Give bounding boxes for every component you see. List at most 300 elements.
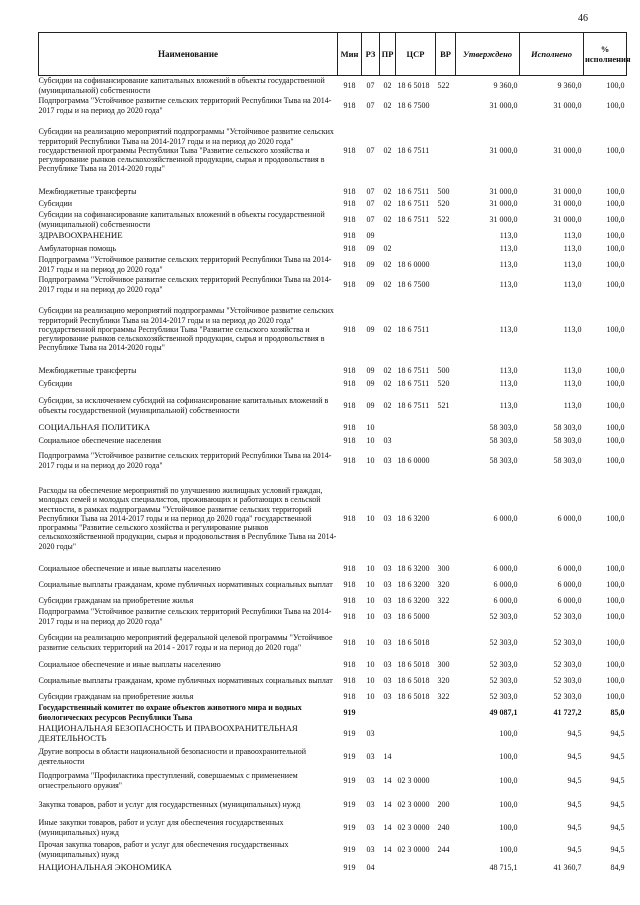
row-min: 918 [343,675,356,685]
row-percent: 100,0 [606,186,625,196]
row-executed: 113,0 [563,378,582,388]
row-executed: 113,0 [563,243,582,253]
row-approved: 100,0 [499,775,518,785]
row-name: Государственный комитет по охране объектов животного мира и водных биологических ресурсов Республики Тыва [38,703,302,722]
row-rz: 10 [366,611,375,621]
row-vr: 521 [437,400,450,410]
table-row [39,116,627,186]
row-name: Прочая закупка товаров, работ и услуг для обеспечения государственных (муниципальных) нужд [38,840,289,859]
row-vr [436,275,456,295]
row-percent: 100,0 [606,145,625,155]
row-vr [436,475,456,563]
row-vr: 522 [437,214,450,224]
row-pr: 02 [383,81,392,91]
row-csr: 18 6 3200 [397,513,430,523]
row-rz: 09 [366,400,375,410]
row-name: Субсидии [38,198,73,208]
table-row [39,671,627,691]
row-name: Другие вопросы в области национальной безопасности и правоохранительной деятельности [38,747,307,766]
row-rz: 10 [366,579,375,589]
row-rz: 03 [366,728,375,738]
row-rz: 03 [366,822,375,832]
row-percent: 100,0 [606,365,625,375]
table-row [39,421,627,435]
row-percent: 100,0 [606,400,625,410]
row-name: ЗДРАВООХРАНЕНИЕ [38,230,123,241]
table-row [39,391,627,421]
row-name: Подпрограмма "Профилактика преступлений, совершаемых с применением огнестрельного оружия" [38,771,298,790]
row-pr: 14 [383,751,392,761]
row-min: 918 [343,198,356,208]
row-min: 918 [343,691,356,701]
row-pr: 02 [383,100,392,110]
table-row [39,243,627,255]
row-rz: 10 [366,435,375,445]
row-csr [396,435,436,447]
row-csr: 02 3 0000 [397,775,430,785]
row-min: 919 [343,799,356,809]
row-approved: 6 000,0 [493,595,518,605]
row-percent: 100,0 [606,611,625,621]
row-executed: 6 000,0 [557,563,582,573]
row-min: 918 [343,579,356,589]
row-executed: 31 000,0 [553,145,582,155]
row-min: 918 [343,637,356,647]
row-vr: 300 [437,659,450,669]
row-executed: 41 727,2 [553,707,582,717]
row-percent: 94,5 [610,751,625,761]
row-rz: 09 [366,324,375,334]
row-vr [436,627,456,659]
table-row [39,96,627,116]
row-rz: 09 [366,279,375,289]
row-percent: 94,5 [610,799,625,809]
row-executed: 113,0 [563,231,582,241]
table-row [39,230,627,243]
row-vr: 322 [437,595,450,605]
row-csr: 18 6 0000 [397,455,430,465]
row-name: Подпрограмма "Устойчивое развитие сельских территорий Республики Тыва на 2014-2017 годы и на период до 2020 года" [38,275,332,294]
row-pr: 14 [383,799,392,809]
row-name: Подпрограмма "Устойчивое развитие сельских территорий Республики Тыва на 2014-2017 годы и на период до 2020 года" [38,451,332,470]
row-min: 918 [343,595,356,605]
row-approved: 113,0 [499,259,518,269]
row-rz: 03 [366,751,375,761]
table-row [39,817,627,839]
row-csr: 18 6 5018 [397,637,430,647]
row-pr: 03 [383,513,392,523]
row-percent: 100,0 [606,422,625,432]
row-approved: 100,0 [499,822,518,832]
row-executed: 58 303,0 [553,435,582,445]
row-min: 918 [343,611,356,621]
row-name: Подпрограмма "Устойчивое развитие сельских территорий Республики Тыва на 2014-2017 годы и на период до 2020 года" [38,607,332,626]
row-rz: 10 [366,422,375,432]
table-row [39,839,627,861]
row-approved: 52 303,0 [489,659,518,669]
row-vr [436,723,456,745]
row-csr: 18 6 5000 [397,611,430,621]
row-name: Субсидии на реализацию мероприятий подпрограммы "Устойчивое развитие сельских территорий Республики Тыва на 2014-2017 годы и на период до 2020 года" государственной программы Республики Тыва "Развитие сельского хозяйства и регулирование рынков сельскохозяйственной продукции, сырья и продовольствия в Республике Тыва на 2014-2020 годы" [38,127,334,174]
row-percent: 100,0 [606,259,625,269]
row-min: 919 [343,775,356,785]
row-pr: 14 [383,822,392,832]
row-executed: 94,5 [567,751,582,761]
row-rz: 03 [366,844,375,854]
row-rz [362,703,380,723]
row-vr: 244 [437,844,450,854]
row-min: 918 [343,365,356,375]
row-approved: 113,0 [499,243,518,253]
table-row [39,275,627,295]
table-row [39,186,627,198]
row-executed: 31 000,0 [553,198,582,208]
row-pr [380,230,396,243]
table-row [39,435,627,447]
row-percent: 84,9 [610,862,625,872]
row-executed: 9 360,0 [557,81,582,91]
row-csr [396,745,436,769]
row-pr: 03 [383,691,392,701]
row-csr [396,230,436,243]
row-percent: 100,0 [606,637,625,647]
table-row [39,255,627,275]
row-rz: 07 [366,214,375,224]
row-pr: 02 [383,243,392,253]
table-row [39,575,627,595]
table-row [39,377,627,391]
row-csr: 18 6 3200 [397,579,430,589]
row-approved: 6 000,0 [493,563,518,573]
row-approved: 113,0 [499,378,518,388]
row-name: Социальные выплаты гражданам, кроме публичных нормативных социальных выплат [38,675,333,685]
row-min: 918 [343,100,356,110]
row-pr: 02 [383,324,392,334]
row-approved: 52 303,0 [489,691,518,701]
row-pr: 14 [383,775,392,785]
row-approved: 52 303,0 [489,637,518,647]
row-rz: 07 [366,186,375,196]
row-percent: 100,0 [606,563,625,573]
row-rz: 07 [366,198,375,208]
row-vr [436,96,456,116]
row-pr: 03 [383,659,392,669]
row-rz: 10 [366,563,375,573]
row-pr: 03 [383,579,392,589]
row-csr: 18 6 3200 [397,563,430,573]
row-executed: 58 303,0 [553,455,582,465]
row-percent: 100,0 [606,378,625,388]
table-row [39,76,627,96]
row-name: Субсидии гражданам на приобретение жилья [38,691,194,701]
table-row [39,703,627,723]
row-percent: 100,0 [606,243,625,253]
row-percent: 94,5 [610,728,625,738]
row-csr: 18 6 7511 [397,324,430,334]
row-rz: 09 [366,243,375,253]
row-csr: 18 6 7500 [397,100,430,110]
row-rz: 07 [366,81,375,91]
row-pr: 02 [383,145,392,155]
row-percent: 100,0 [606,659,625,669]
row-approved: 52 303,0 [489,675,518,685]
row-vr [436,421,456,435]
row-approved: 100,0 [499,799,518,809]
row-vr [436,230,456,243]
table-row [39,745,627,769]
column-header-percent: % исполнения [584,33,627,76]
row-vr [436,745,456,769]
budget-table [38,32,631,875]
row-pr: 03 [383,611,392,621]
row-pr: 02 [383,378,392,388]
row-rz: 09 [366,378,375,388]
row-pr [380,723,396,745]
row-executed: 52 303,0 [553,611,582,621]
row-name: Социальное обеспечение и иные выплаты населению [38,659,221,669]
row-vr [436,703,456,723]
row-csr: 18 6 5018 [397,691,430,701]
table-row [39,793,627,817]
row-approved: 6 000,0 [493,513,518,523]
row-percent: 94,5 [610,775,625,785]
row-vr: 520 [437,198,450,208]
row-vr [436,255,456,275]
row-name: Закупка товаров, работ и услуг для государственных (муниципальных) нужд [38,799,301,809]
row-percent: 100,0 [606,435,625,445]
row-min: 918 [343,455,356,465]
row-csr [396,723,436,745]
row-vr [436,116,456,186]
column-header-executed: Исполнено [520,33,584,76]
row-approved: 58 303,0 [489,455,518,465]
row-name: Амбулаторная помощь [38,243,116,253]
row-vr [436,243,456,255]
column-header-csr: ЦСР [396,33,436,76]
row-approved: 6 000,0 [493,579,518,589]
row-approved: 113,0 [499,324,518,334]
row-csr: 18 6 7500 [397,279,430,289]
row-csr: 18 6 7511 [397,145,430,155]
row-approved: 113,0 [499,231,518,241]
row-csr: 02 3 0000 [397,822,430,832]
row-approved: 31 000,0 [489,214,518,224]
row-approved: 31 000,0 [489,198,518,208]
row-min: 918 [343,422,356,432]
row-percent: 100,0 [606,455,625,465]
row-executed: 94,5 [567,799,582,809]
row-name: Субсидии на реализацию мероприятий подпрограммы "Устойчивое развитие сельских территорий Республики Тыва на 2014-2017 годы и на период до 2020 года" государственной программы Республики Тыва "Развитие сельского хозяйства и регулирование рынков сельскохозяйственной продукции, сырья и продовольствия в Республике Тыва на 2014-2020 годы" [38,306,334,353]
row-executed: 94,5 [567,844,582,854]
row-vr [436,447,456,475]
row-executed: 113,0 [563,365,582,375]
row-min: 918 [343,378,356,388]
row-name: Подпрограмма "Устойчивое развитие сельских территорий Республики Тыва на 2014-2017 годы и на период до 2020 года" [38,96,332,115]
row-min: 919 [343,751,356,761]
table-row [39,475,627,563]
row-name: НАЦИОНАЛЬНАЯ БЕЗОПАСНОСТЬ И ПРАВООХРАНИТЕЛЬНАЯ ДЕЯТЕЛЬНОСТЬ [38,723,298,743]
table-row [39,447,627,475]
row-csr: 18 6 7511 [397,186,430,196]
row-executed: 94,5 [567,822,582,832]
row-rz: 10 [366,637,375,647]
row-percent: 100,0 [606,513,625,523]
table-row [39,595,627,607]
row-csr: 18 6 7511 [397,214,430,224]
row-approved: 100,0 [499,728,518,738]
table-row [39,691,627,703]
row-name: НАЦИОНАЛЬНАЯ ЭКОНОМИКА [38,861,172,872]
row-percent: 100,0 [606,214,625,224]
row-pr: 03 [383,455,392,465]
row-min: 919 [343,844,356,854]
table-row [39,861,627,875]
row-percent: 100,0 [606,595,625,605]
row-min: 919 [343,707,356,717]
row-vr: 520 [437,378,450,388]
row-rz: 10 [366,659,375,669]
row-executed: 6 000,0 [557,513,582,523]
row-csr: 18 6 3200 [397,595,430,605]
column-header-rz: РЗ [362,33,380,76]
row-name: Иные закупки товаров, работ и услуг для обеспечения государственных (муниципальных) нужд [38,818,284,837]
column-header-pr: ПР [380,33,396,76]
row-executed: 6 000,0 [557,595,582,605]
row-name: Расходы на обеспечение мероприятий по улучшению жилищных условий граждан, молодых семей и молодых специалистов, проживающих и работающих в сельской местности, в рамках подпрограммы "Устойчивое развитие сельских территорий Республики Тыва на 2014-2017 годы и на период до 2020 года" государственной программы "Развитие сельского хозяйства и регулирование рынков сельскохозяйственной продукции, сырья и продовольствия в Республике Тыва на 2014-2020 годы" [38,485,337,551]
row-executed: 52 303,0 [553,675,582,685]
row-executed: 113,0 [563,400,582,410]
row-approved: 9 360,0 [493,81,518,91]
row-min: 918 [343,231,356,241]
row-approved: 31 000,0 [489,100,518,110]
row-approved: 31 000,0 [489,145,518,155]
row-csr: 18 6 5018 [397,675,430,685]
table-row [39,295,627,365]
row-min: 919 [343,822,356,832]
row-executed: 41 360,7 [553,862,582,872]
row-rz: 10 [366,595,375,605]
row-csr: 18 6 5018 [397,659,430,669]
row-pr: 02 [383,400,392,410]
row-pr: 02 [383,198,392,208]
row-percent: 100,0 [606,231,625,241]
row-min: 918 [343,279,356,289]
row-approved: 113,0 [499,400,518,410]
row-min: 919 [343,862,356,872]
row-name: Субсидии, за исключением субсидий на софинансирование капитальных вложений в объекты государственной (муниципальной) собственности [38,396,329,415]
row-name: Субсидии [38,378,73,388]
row-name: Подпрограмма "Устойчивое развитие сельских территорий Республики Тыва на 2014-2017 годы и на период до 2020 года" [38,255,332,274]
table-header [39,33,627,76]
row-csr: 02 3 0000 [397,799,430,809]
row-executed: 113,0 [563,259,582,269]
row-name: Субсидии на реализацию мероприятий федеральной целевой программы "Устойчивое развитие сельских территорий на 2014 - 2017 годы и на период до 2020 года" [38,633,333,652]
row-vr: 500 [437,365,450,375]
row-rz: 09 [366,259,375,269]
row-min: 918 [343,659,356,669]
row-pr [380,861,396,875]
row-rz: 10 [366,675,375,685]
row-rz: 09 [366,365,375,375]
row-csr: 18 6 5018 [397,81,430,91]
row-min: 918 [343,513,356,523]
row-percent: 100,0 [606,675,625,685]
row-pr [380,421,396,435]
row-pr [380,703,396,723]
row-percent: 85,0 [610,707,625,717]
row-vr [436,607,456,627]
row-executed: 52 303,0 [553,691,582,701]
row-csr: 18 6 7511 [397,378,430,388]
row-name: Социальное обеспечение населения [38,435,161,445]
row-csr: 02 3 0000 [397,844,430,854]
row-executed: 113,0 [563,324,582,334]
row-executed: 58 303,0 [553,422,582,432]
row-percent: 100,0 [606,324,625,334]
row-executed: 6 000,0 [557,579,582,589]
row-min: 918 [343,81,356,91]
row-pr: 03 [383,675,392,685]
row-vr: 522 [437,81,450,91]
row-rz: 07 [366,145,375,155]
row-executed: 94,5 [567,775,582,785]
row-vr: 320 [437,675,450,685]
row-pr: 03 [383,435,392,445]
row-pr: 02 [383,214,392,224]
row-approved: 52 303,0 [489,611,518,621]
row-csr [396,703,436,723]
row-executed: 52 303,0 [553,659,582,669]
row-rz: 10 [366,691,375,701]
row-executed: 52 303,0 [553,637,582,647]
row-approved: 31 000,0 [489,186,518,196]
row-percent: 100,0 [606,279,625,289]
row-csr [396,421,436,435]
row-executed: 94,5 [567,728,582,738]
row-name: Субсидии на софинансирование капитальных вложений в объекты государственной (муниципальной) собственности [38,76,325,95]
row-name: Субсидии гражданам на приобретение жилья [38,595,194,605]
row-pr: 03 [383,595,392,605]
column-header-vr: ВР [436,33,456,76]
row-min: 918 [343,563,356,573]
row-rz: 04 [366,862,375,872]
row-min: 918 [343,145,356,155]
row-name: Межбюджетные трансферты [38,186,137,196]
table-row [39,198,627,210]
row-pr: 14 [383,844,392,854]
row-percent: 100,0 [606,691,625,701]
column-header-name: Наименование [39,33,338,76]
row-vr [436,435,456,447]
row-min: 918 [343,243,356,253]
row-executed: 31 000,0 [553,214,582,224]
row-pr: 02 [383,186,392,196]
row-name: Социальные выплаты гражданам, кроме публичных нормативных социальных выплат [38,579,333,589]
row-name: Социальное обеспечение и иные выплаты населению [38,563,221,573]
row-percent: 100,0 [606,579,625,589]
row-name: СОЦИАЛЬНАЯ ПОЛИТИКА [38,421,151,432]
row-rz: 09 [366,231,375,241]
row-csr: 18 6 0000 [397,259,430,269]
row-rz: 10 [366,513,375,523]
row-executed: 31 000,0 [553,186,582,196]
table-row [39,365,627,377]
row-rz: 10 [366,455,375,465]
table-row [39,563,627,575]
row-percent: 100,0 [606,198,625,208]
table-row [39,723,627,745]
column-header-min: Мин [338,33,362,76]
